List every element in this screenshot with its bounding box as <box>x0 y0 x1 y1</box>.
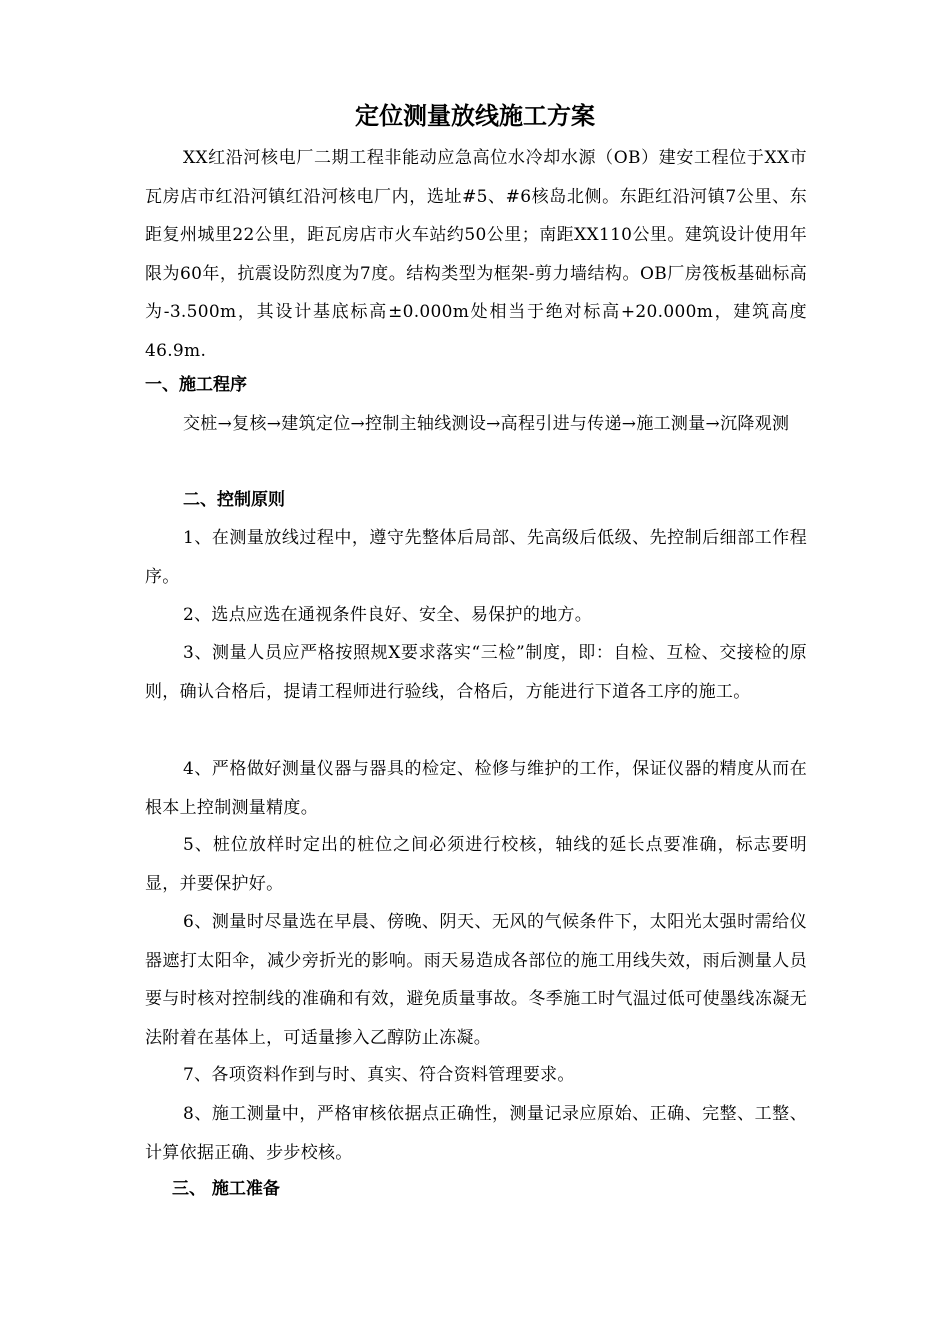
intro-paragraph: XX红沿河核电厂二期工程非能动应急高位水冷却水源（OB）建安工程位于XX市瓦房店市红沿河镇红沿河核电厂内，选址#5、#6核岛北侧。东距红沿河镇7公里、东距复州城里22公里，距瓦房店市火车站约50公里；南距XX110公里。建筑设计使用年限为60年，抗震设防烈度为7度。结构类型为框架-剪力墙结构。OB厂房筏板基础标高为-3.500m，其设计基底标高±0.000m处相当于绝对标高+20.000m，建筑高度46.9m. <box>145 148 807 361</box>
principle-item-4: 4、严格做好测量仪器与器具的检定、检修与维护的工作，保证仪器的精度从而在根本上控制测量精度。 <box>145 759 807 818</box>
principle-item-1: 1、在测量放线过程中，遵守先整体后局部、先高级后低级、先控制后细部工作程序。 <box>145 528 807 587</box>
principle-item-7: 7、各项资料作到与时、真实、符合资料管理要求。 <box>183 1065 575 1085</box>
principle-item-6: 6、测量时尽量选在早晨、傍晚、阴天、无风的气候条件下，太阳光太强时需给仪器遮打太阳伞，减少旁折光的影响。雨天易造成各部位的施工用线失效，雨后测量人员要与时核对控制线的准确和有效，避免质量事故。冬季施工时气温过低可使墨线冻凝无法附着在基体上，可适量掺入乙醇防止冻凝。 <box>145 912 807 1048</box>
section-heading-preparation: 三、 施工准备 <box>172 1179 280 1199</box>
document-title: 定位测量放线施工方案 <box>355 102 595 130</box>
principle-item-2: 2、选点应选在通视条件良好、安全、易保护的地方。 <box>183 605 593 625</box>
principle-item-5: 5、桩位放样时定出的桩位之间必须进行校核，轴线的延长点要准确，标志要明显，并要保护好。 <box>145 835 807 894</box>
section-heading-procedure: 一、施工程序 <box>145 375 247 395</box>
section-heading-principles: 二、控制原则 <box>183 490 285 510</box>
principle-item-8: 8、施工测量中，严格审核依据点正确性，测量记录应原始、正确、完整、工整、计算依据正确、步步校核。 <box>145 1104 807 1163</box>
principle-item-3: 3、测量人员应严格按照规X要求落实“三检”制度，即：自检、互检、交接检的原则，确认合格后，提请工程师进行验线，合格后，方能进行下道各工序的施工。 <box>145 643 807 702</box>
procedure-text: 交桩→复核→建筑定位→控制主轴线测设→高程引进与传递→施工测量→沉降观测 <box>183 414 790 434</box>
